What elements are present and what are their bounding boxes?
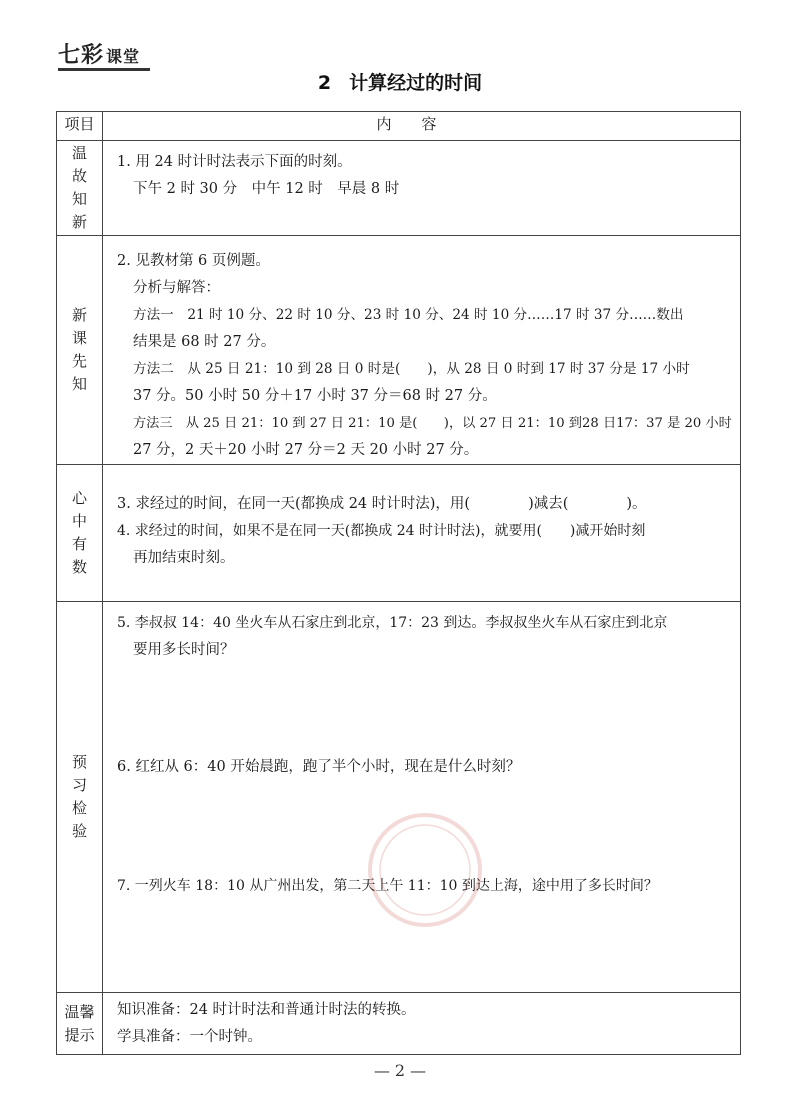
row-label-preview: 预 习 检 验 — [57, 602, 103, 993]
brand-logo: 七彩 课堂 — [58, 43, 141, 68]
method-3-line-2: 27 分，2 天＋20 小时 27 分＝2 天 20 小时 27 分。 — [133, 442, 479, 458]
lesson-title: 计算经过的时间 — [349, 72, 483, 94]
method-2-line-1: 方法二 从 25 日 21：10 到 28 日 0 时是( )，从 28 日 0 时到 17 时 37 分是 17 小时 — [133, 361, 690, 377]
watermark-stamp — [340, 800, 510, 950]
method-3-line-1: 方法三 从 25 日 21：10 到 27 日 21：10 是( )，以 27 日 21：10 到28 日17：37 是 20 小时 — [133, 416, 732, 431]
question-7: 7. 一列火车 18：10 从广州出发，第二天上午 11：10 到达上海，途中用了多长时间？ — [117, 878, 658, 894]
analysis-heading: 分析与解答： — [133, 280, 220, 296]
question-6: 6. 红红从 6：40 开始晨跑，跑了半个小时，现在是什么时刻？ — [117, 759, 521, 775]
method-1-line-2: 结果是 68 时 27 分。 — [133, 334, 276, 350]
row-label-review: 温 故 知 新 — [57, 141, 103, 236]
lesson-number: 2 — [317, 72, 332, 94]
question-5: 5. 李叔叔 14：40 坐火车从石家庄到北京，17：23 到达。李叔叔坐火车从石家庄到北京 — [117, 615, 668, 631]
row-label-mind: 心 中 有 数 — [57, 465, 103, 602]
table-header-row — [57, 112, 741, 141]
row-new — [57, 236, 741, 465]
mind-content — [103, 465, 741, 602]
question-4: 4. 求经过的时间，如果不是在同一天(都换成 24 时计时法)，就要用( )减开始时刻 — [117, 523, 646, 539]
header-content: 内容 — [103, 112, 741, 141]
tip-tools: 学具准备：一个时钟。 — [117, 1029, 262, 1045]
tip-knowledge: 知识准备：24 时计时法和普通计时法的转换。 — [117, 1002, 416, 1018]
row-tips — [57, 993, 741, 1055]
question-4-cont: 再加结束时刻。 — [133, 550, 235, 566]
row-review — [57, 141, 741, 236]
page-title — [0, 68, 800, 95]
new-content — [103, 236, 741, 465]
question-1: 1. 用 24 时计时法表示下面的时刻。 — [117, 154, 352, 170]
method-2-line-2: 37 分。50 小时 50 分＋17 小时 37 分＝68 时 27 分。 — [133, 388, 497, 404]
page-number: — 2 — — [373, 1061, 427, 1080]
question-2: 2. 见教材第 6 页例题。 — [117, 253, 270, 269]
question-3: 3. 求经过的时间，在同一天(都换成 24 时计时法)，用( )减去( )。 — [117, 496, 647, 512]
tips-content — [103, 993, 741, 1055]
question-1-items: 下午 2 时 30 分 中午 12 时 早晨 8 时 — [133, 181, 400, 197]
review-content — [103, 141, 741, 236]
row-mind — [57, 465, 741, 602]
header-item: 项目 — [57, 112, 103, 141]
method-1-line-1: 方法一 21 时 10 分、22 时 10 分、23 时 10 分、24 时 10 分……17 时 37 分……数出 — [133, 307, 684, 323]
row-label-tips: 温馨 提示 — [57, 993, 103, 1055]
row-label-new: 新 课 先 知 — [57, 236, 103, 465]
question-5-cont: 要用多长时间？ — [133, 642, 235, 658]
